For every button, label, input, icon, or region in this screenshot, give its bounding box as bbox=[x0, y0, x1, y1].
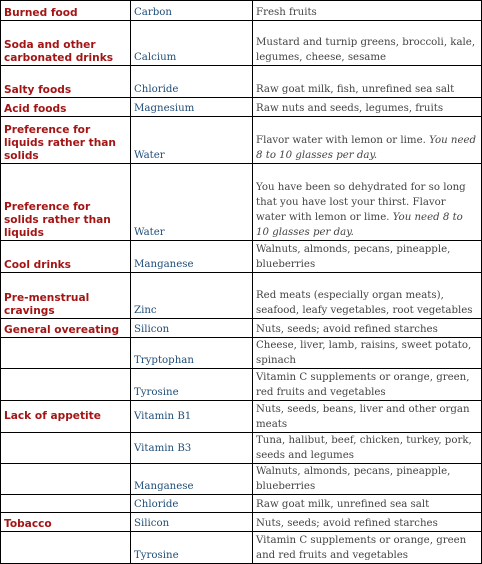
foods-text: Flavor water with lemon or lime. bbox=[256, 135, 426, 146]
foods-cell bbox=[253, 98, 482, 117]
craving-cell bbox=[1, 532, 131, 564]
foods-cell bbox=[253, 532, 482, 564]
table-row bbox=[1, 401, 482, 433]
table-row bbox=[1, 433, 482, 464]
foods-text: Nuts, seeds; avoid refined starches bbox=[256, 518, 438, 529]
foods-text: Mustard and turnip greens, broccoli, kale, legumes, cheese, sesame bbox=[256, 37, 476, 63]
foods-cell bbox=[253, 401, 482, 433]
table-row bbox=[1, 21, 482, 66]
table-row bbox=[1, 117, 482, 164]
foods-cell bbox=[253, 319, 482, 338]
foods-text: Fresh fruits bbox=[256, 7, 317, 18]
foods-text: Red meats (especially organ meats), seafood, leafy vegetables, root vegetables bbox=[256, 290, 473, 316]
table-row bbox=[1, 66, 482, 98]
foods-text: Vitamin C supplements or orange, green and red fruits and vegetables bbox=[256, 535, 467, 561]
craving-cell: Preference for liquids rather than solids bbox=[1, 117, 131, 164]
foods-note: You need 8 to 10 glasses per day. bbox=[256, 135, 477, 161]
table-row bbox=[1, 464, 482, 495]
table-row bbox=[1, 164, 482, 241]
foods-text: Raw goat milk, fish, unrefined sea salt bbox=[256, 84, 455, 95]
nutrient-cell: Vitamin B3 bbox=[131, 433, 253, 464]
foods-cell bbox=[253, 117, 482, 164]
craving-cell bbox=[1, 433, 131, 464]
craving-cell bbox=[1, 464, 131, 495]
craving-cell: Tobacco bbox=[1, 513, 131, 532]
craving-cell: Soda and other carbonated drinks bbox=[1, 21, 131, 66]
table-row bbox=[1, 369, 482, 401]
table-row bbox=[1, 495, 482, 513]
foods-cell bbox=[253, 464, 482, 495]
nutrient-cell: Manganese bbox=[131, 241, 253, 273]
foods-text: Cheese, liver, lamb, raisins, sweet potato, spinach bbox=[256, 340, 472, 366]
foods-text: Vitamin C supplements or orange, green, red fruits and vegetables bbox=[256, 372, 470, 398]
craving-cell bbox=[1, 369, 131, 401]
foods-cell bbox=[253, 338, 482, 369]
nutrient-cell: Tryptophan bbox=[131, 338, 253, 369]
foods-cell bbox=[253, 241, 482, 273]
table-row bbox=[1, 241, 482, 273]
nutrient-cell: Tyrosine bbox=[131, 369, 253, 401]
foods-text: Nuts, seeds, beans, liver and other organ meats bbox=[256, 404, 470, 430]
craving-cell: Preference for solids rather than liquids bbox=[1, 164, 131, 241]
foods-cell bbox=[253, 1, 482, 21]
table-row bbox=[1, 98, 482, 117]
foods-note: You need 8 to 10 glasses per day. bbox=[256, 212, 463, 238]
table-row bbox=[1, 532, 482, 564]
nutrient-cell: Manganese bbox=[131, 464, 253, 495]
nutrient-cell: Water bbox=[131, 164, 253, 241]
foods-cell bbox=[253, 21, 482, 66]
foods-cell bbox=[253, 433, 482, 464]
foods-cell bbox=[253, 513, 482, 532]
table-row bbox=[1, 1, 482, 21]
craving-cell: Acid foods bbox=[1, 98, 131, 117]
foods-text: Walnuts, almonds, pecans, pineapple, blueberries bbox=[256, 466, 451, 492]
nutrient-cell: Chloride bbox=[131, 66, 253, 98]
nutrient-cell: Chloride bbox=[131, 495, 253, 513]
nutrient-cell: Magnesium bbox=[131, 98, 253, 117]
craving-cell: General overeating bbox=[1, 319, 131, 338]
table-row bbox=[1, 273, 482, 319]
foods-cell bbox=[253, 273, 482, 319]
table-row bbox=[1, 319, 482, 338]
foods-cell bbox=[253, 66, 482, 98]
table-row bbox=[1, 513, 482, 532]
nutrient-cell: Calcium bbox=[131, 21, 253, 66]
craving-cell bbox=[1, 495, 131, 513]
nutrient-cell: Zinc bbox=[131, 273, 253, 319]
foods-cell bbox=[253, 369, 482, 401]
nutrient-cell: Tyrosine bbox=[131, 532, 253, 564]
foods-text: Raw nuts and seeds, legumes, fruits bbox=[256, 103, 444, 114]
craving-cell bbox=[1, 338, 131, 369]
foods-cell bbox=[253, 164, 482, 241]
craving-cell: Salty foods bbox=[1, 66, 131, 98]
craving-cell: Burned food bbox=[1, 1, 131, 21]
foods-text: Tuna, halibut, beef, chicken, turkey, pork, seeds and legumes bbox=[256, 435, 472, 461]
nutrient-cell: Vitamin B1 bbox=[131, 401, 253, 433]
foods-cell bbox=[253, 495, 482, 513]
foods-text: Raw goat milk, unrefined sea salt bbox=[256, 499, 430, 510]
foods-text: Walnuts, almonds, pecans, pineapple, blueberries bbox=[256, 244, 451, 270]
craving-cell: Cool drinks bbox=[1, 241, 131, 273]
nutrient-cell: Silicon bbox=[131, 513, 253, 532]
nutrient-cell: Silicon bbox=[131, 319, 253, 338]
craving-cell: Lack of appetite bbox=[1, 401, 131, 433]
craving-cell: Pre-menstrual cravings bbox=[1, 273, 131, 319]
table-row bbox=[1, 338, 482, 369]
nutrient-cell: Carbon bbox=[131, 1, 253, 21]
foods-text: You have been so dehydrated for so long that you have lost your thirst. Flavor water with lemon or lime. bbox=[256, 182, 466, 223]
nutrient-cell: Water bbox=[131, 117, 253, 164]
foods-text: Nuts, seeds; avoid refined starches bbox=[256, 324, 438, 335]
